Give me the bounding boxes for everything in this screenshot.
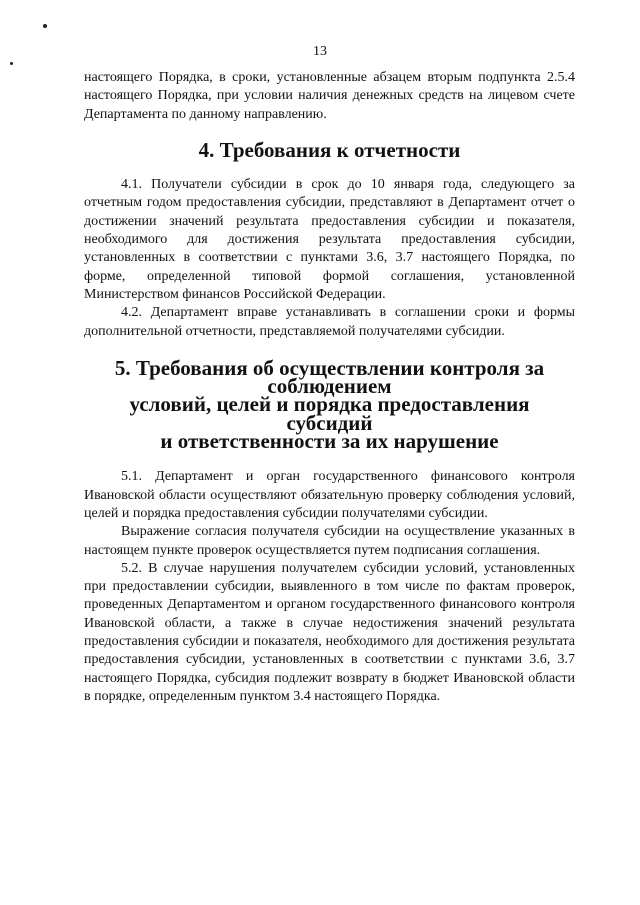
section-5-title-line: 5. Требования об осуществлении контроля за соблюдением xyxy=(114,355,545,399)
section-4-title: 4. Требования к отчетности xyxy=(198,137,461,162)
intro-paragraph: настоящего Порядка, в сроки, установленные абзацем вторым подпункта 2.5.4 настоящего Порядка, при условии наличия денежных средств на лицевом счете Департамента по данному направлению. xyxy=(84,70,575,122)
section-5-title-line: условий, целей и порядка предоставления субсидий xyxy=(129,392,530,435)
paragraph-5-2: 5.2. В случае нарушения получателем субсидии условий, установленных при предоставлении субсидии, выявленного в том числе по фактам проверок, проведенных Департаментом и органом государственного финансового контроля Ивановской области, а также в случае недостижения значений результата предоставления субсидии и показателя, необходимого для достижения результата предоставления субсидии, установленных в соответствии с пунктами 3.6, 3.7 настоящего Порядка, субсидия подлежит возврату в бюджет Ивановской области в порядке, определенным пунктом 3.4 настоящего Порядка. xyxy=(84,560,575,704)
paragraph-5-1: 5.1. Департамент и орган государственного финансового контроля Ивановской области осуществляют обязательную проверку соблюдения условий, целей и порядка предоставления субсидии получателями субсидии. xyxy=(84,469,575,521)
scan-speck xyxy=(43,24,47,28)
paragraph-5-1-consent: Выражение согласия получателя субсидии на осуществление указанных в настоящем пункте проверок осуществляется путем подписания соглашения. xyxy=(84,524,575,558)
section-5-title-line: и ответственности за их нарушение xyxy=(160,429,499,454)
scan-speck xyxy=(10,62,13,65)
page-number: 13 xyxy=(313,44,327,59)
document-body xyxy=(84,69,575,706)
paragraph-4-1: 4.1. Получатели субсидии в срок до 10 января года, следующего за отчетным годом предоставления субсидии, представляют в Департамент отчет о достижении значений результата предоставления субсидии и показателя, необходимого для достижения результата предоставления субсидии, установленных в соответствии с пунктами 3.6, 3.7 настоящего Порядка, по форме, определенной типовой формой соглашения, установленной Министерством финансов Российской Федерации. xyxy=(84,177,575,302)
paragraph-4-2: 4.2. Департамент вправе устанавливать в соглашении сроки и формы дополнительной отчетности, представляемой получателями субсидии. xyxy=(84,305,575,339)
section-5-title xyxy=(84,355,575,454)
